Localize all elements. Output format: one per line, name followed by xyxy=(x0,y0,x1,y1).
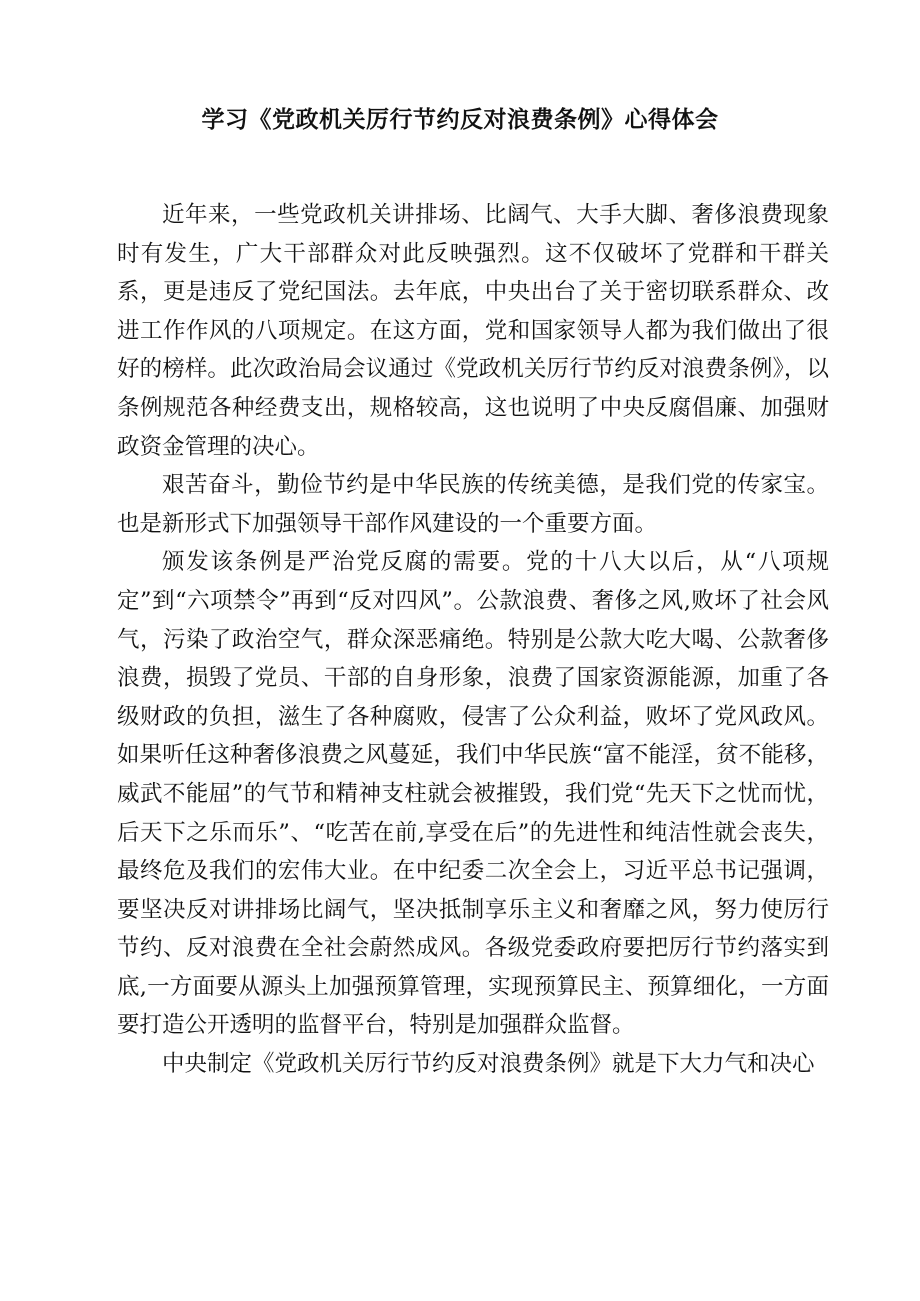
paragraph: 艰苦奋斗，勤俭节约是中华民族的传统美德，是我们党的传家宝。也是新形式下加强领导干部作风建设的一个重要方面。 xyxy=(117,472,829,537)
document-title: 学习《党政机关厉行节约反对浪费条例》心得体会 xyxy=(201,107,719,133)
paragraph: 中央制定《党政机关厉行节约反对浪费条例》就是下大力气和决心 xyxy=(162,1051,815,1078)
document-body xyxy=(117,196,829,1084)
paragraph: 颁发该条例是严治党反腐的需要。党的十八大以后，从“八项规定”到“六项禁令”再到“反对四风”。公款浪费、奢侈之风,败坏了社会风气，污染了政治空气，群众深恶痛绝。特别是公款大吃大喝、公款奢侈浪费，损毁了党员、干部的自身形象，浪费了国家资源能源，加重了各级财政的负担，滋生了各种腐败，侵害了公众利益，败坏了党风政风。如果听任这种奢侈浪费之风蔓延，我们中华民族“富不能淫，贫不能移，威武不能屈”的气节和精神支柱就会被摧毁，我们党“先天下之忧而忧，后天下之乐而乐”、“吃苦在前,享受在后”的先进性和纯洁性就会丧失，最终危及我们的宏伟大业。在中纪委二次全会上，习近平总书记强调，要坚决反对讲排场比阔气，坚决抵制享乐主义和奢靡之风，努力使厉行节约、反对浪费在全社会蔚然成风。各级党委政府要把厉行节约落实到底,一方面要从源头上加强预算管理，实现预算民主、预算细化，一方面要打造公开透明的监督平台，特别是加强群众监督。 xyxy=(117,549,829,1039)
paragraph: 近年来，一些党政机关讲排场、比阔气、大手大脚、奢侈浪费现象时有发生，广大干部群众对此反映强烈。这不仅破坏了党群和干群关系，更是违反了党纪国法。去年底，中央出台了关于密切联系群众、改进工作作风的八项规定。在这方面，党和国家领导人都为我们做出了很好的榜样。此次政治局会议通过《党政机关厉行节约反对浪费条例》，以条例规范各种经费支出，规格较高，这也说明了中央反腐倡廉、加强财政资金管理的决心。 xyxy=(117,202,829,460)
